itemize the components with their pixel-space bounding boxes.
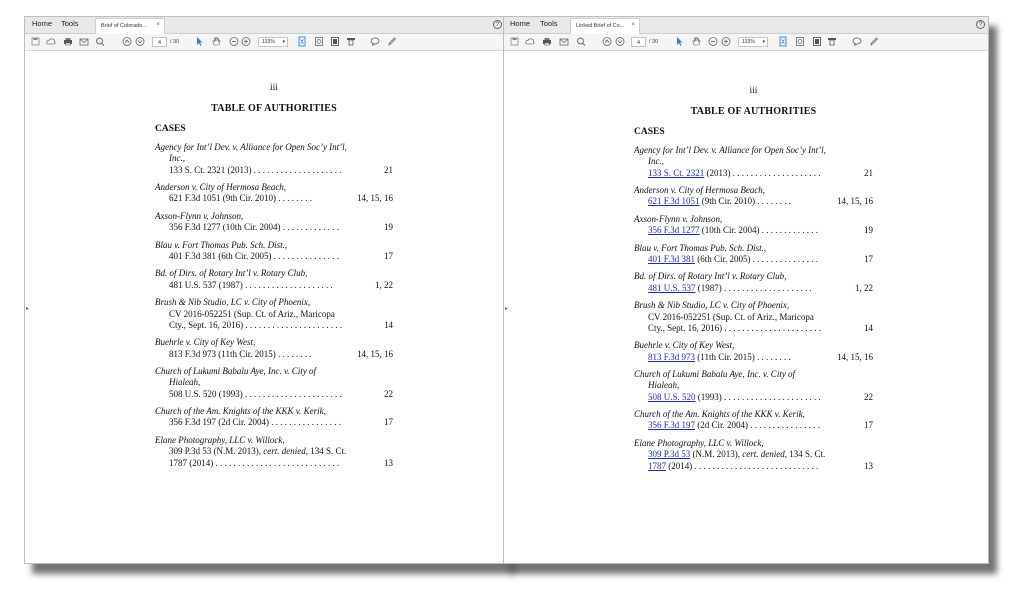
case-name: Agency for Int’l Dev. v. Alliance for Open Soc’y Int’l, <box>634 145 826 155</box>
menu-bar <box>504 17 988 34</box>
citation-link[interactable]: 401 F.3d 381 <box>648 253 696 264</box>
hand-tool-icon[interactable] <box>691 36 701 47</box>
comment-icon[interactable] <box>852 36 862 47</box>
case-name: Bd. of Dirs. of Rotary Int’l v. Rotary Club, <box>634 271 787 282</box>
case-name: Agency for Int’l Dev. v. Alliance for Open Soc’y Int’l, <box>155 142 347 152</box>
citation-link[interactable]: 356 F.3d 197 <box>648 420 696 431</box>
page-number-label: iii <box>749 86 758 96</box>
menu-tools[interactable]: Tools <box>61 19 79 28</box>
page-number-input[interactable]: 4 <box>631 37 646 47</box>
citation: 813 F.3d 973 (11th Cir. 2015) . . . . . . . . <box>169 348 312 359</box>
print-icon[interactable] <box>542 36 552 47</box>
citation-link[interactable]: 813 F.3d 973 <box>648 351 696 362</box>
authority-entry <box>155 297 393 331</box>
authorities-list <box>155 142 393 475</box>
case-name-continued: Inc., <box>648 156 664 167</box>
case-name: Buehrle v. City of Key West, <box>155 337 256 348</box>
citation-line <box>634 449 873 460</box>
case-name: Church of the Am. Knights of the KKK v. Kerik, <box>634 409 805 420</box>
authority-entry <box>155 406 393 429</box>
read-mode-icon[interactable] <box>346 36 356 47</box>
comment-icon[interactable] <box>370 36 380 47</box>
case-name: Axson-Flynn v. Johnson, <box>155 210 244 221</box>
authority-entry <box>634 340 873 363</box>
page-references: 13 <box>861 461 873 472</box>
menu-tools[interactable]: Tools <box>540 19 558 28</box>
full-screen-icon[interactable] <box>330 36 340 47</box>
section-heading: CASES <box>155 124 186 134</box>
toolbar <box>504 34 988 51</box>
acrobat-window-right <box>503 16 989 564</box>
rotate-view-icon[interactable] <box>314 36 324 47</box>
citation-link[interactable]: 621 F.3d 1051 <box>648 196 700 207</box>
zoom-value: 133% <box>262 39 275 45</box>
page-references: 14 <box>381 320 393 331</box>
rotate-view-icon[interactable] <box>795 36 805 47</box>
chevron-down-icon: ▾ <box>282 39 285 45</box>
case-name: Elane Photography, LLC v. Willock, <box>634 437 764 448</box>
page-references: 14 <box>861 323 873 334</box>
citation-rest: (9th Cir. 2010) . . . . . . . . <box>699 196 792 207</box>
case-name: Anderson v. City of Hermosa Beach, <box>155 182 287 193</box>
case-name: Church of Lukumi Babalu Aye, Inc. v. City of <box>634 369 796 380</box>
authority-entry <box>155 337 393 360</box>
citation-rest: (2013) . . . . . . . . . . . . . . . . . . . . <box>704 167 821 178</box>
citation: 508 U.S. 520 (1993) . . . . . . . . . . . . . . . . . . . . . . <box>169 388 342 399</box>
page-number-input[interactable]: 4 <box>152 37 167 47</box>
citation-rest: (1993) . . . . . . . . . . . . . . . . . . . . . . <box>695 391 821 402</box>
authority-entry <box>155 240 393 263</box>
case-name: Church of Lukumi Babalu Aye, Inc. v. City of <box>155 366 317 377</box>
zoom-in-icon[interactable] <box>721 36 731 47</box>
case-name: Brush & Nib Studio, LC v. City of Phoenix, <box>634 300 790 311</box>
citation-part: 309 P.3d 53 (N.M. 2013), <box>169 446 264 457</box>
left-panel-toggle-icon[interactable]: ▸ <box>505 306 509 312</box>
zoom-in-icon[interactable] <box>241 36 251 47</box>
chevron-down-icon: ▾ <box>762 39 765 45</box>
tab-title: Linked Brief of Co... <box>576 23 625 29</box>
page-references: 22 <box>381 389 393 400</box>
citation-link[interactable]: 508 U.S. 520 <box>648 391 696 402</box>
citation-signal: cert. denied <box>263 446 306 457</box>
authority-entry <box>634 271 873 294</box>
citation-part: , 134 S. Ct. <box>784 449 826 460</box>
help-icon[interactable]: ? <box>976 20 985 29</box>
zoom-out-icon[interactable] <box>229 36 239 47</box>
page-heading: TABLE OF AUTHORITIES <box>211 103 337 114</box>
menu-home[interactable]: Home <box>32 19 53 28</box>
citation-line: CV 2016-052251 (Sup. Ct. of Ariz., Maricopa <box>648 311 814 322</box>
authority-entry <box>155 366 393 400</box>
upload-cloud-icon[interactable] <box>525 36 535 47</box>
authority-entry <box>634 145 873 179</box>
citation-rest: (10th Cir. 2004) . . . . . . . . . . . . . <box>699 225 819 236</box>
page-references: 19 <box>861 225 873 236</box>
citation: Cty., Sept. 16, 2016) . . . . . . . . . . . . . . . . . . . . . . <box>169 319 343 330</box>
email-icon[interactable] <box>559 36 569 47</box>
prev-page-icon[interactable] <box>122 36 132 47</box>
next-page-icon[interactable] <box>615 36 625 47</box>
document-tab[interactable] <box>95 18 165 34</box>
citation-rest: (11th Cir. 2015) . . . . . . . . <box>695 351 791 362</box>
case-name: Anderson v. City of Hermosa Beach, <box>634 185 766 196</box>
select-cursor-icon[interactable] <box>675 36 684 47</box>
page-references: 19 <box>381 222 393 233</box>
citation-part: , 134 S. Ct. <box>305 446 347 457</box>
case-name: Church of the Am. Knights of the KKK v. Kerik, <box>155 406 326 417</box>
tab-close-icon[interactable]: × <box>156 22 160 28</box>
citation-link[interactable]: 356 F.3d 1277 <box>648 225 700 236</box>
citation: 356 F.3d 1277 (10th Cir. 2004) . . . . . . . . . . . . . <box>169 222 340 233</box>
zoom-value: 133% <box>742 39 755 45</box>
citation-rest: (2014) . . . . . . . . . . . . . . . . . . . . . . . . . . . . <box>666 460 819 471</box>
page-heading: TABLE OF AUTHORITIES <box>690 106 817 117</box>
case-name: Blau v. Fort Thomas Pub. Sch. Dist., <box>155 239 288 250</box>
page-references: 14, 15, 16 <box>834 352 873 363</box>
citation: 356 F.3d 197 (2d Cir. 2004) . . . . . . . . . . . . . . . . <box>169 417 342 428</box>
search-icon[interactable] <box>95 36 105 47</box>
authority-entry <box>155 142 393 176</box>
case-name: Brush & Nib Studio, LC v. City of Phoenix, <box>155 297 311 308</box>
authority-entry <box>634 185 873 208</box>
search-icon[interactable] <box>576 36 586 47</box>
page-references: 14, 15, 16 <box>834 196 873 207</box>
tab-close-icon[interactable]: × <box>631 22 635 28</box>
authority-entry <box>155 182 393 205</box>
page-references: 14, 15, 16 <box>354 349 393 360</box>
citation-line <box>155 446 393 457</box>
authority-entry <box>634 214 873 237</box>
read-mode-icon[interactable] <box>827 36 837 47</box>
citation: 133 S. Ct. 2321 (2013) . . . . . . . . . . . . . . . . . . . . <box>169 164 342 175</box>
case-name-continued: Hialeah, <box>169 377 201 388</box>
page-references: 22 <box>861 392 873 403</box>
email-icon[interactable] <box>79 36 89 47</box>
citation: 1787 (2014) . . . . . . . . . . . . . . . . . . . . . . . . . . . . <box>169 457 340 468</box>
citation-rest: (6th Cir. 2005) . . . . . . . . . . . . . . . <box>695 253 819 264</box>
hand-tool-icon[interactable] <box>211 36 221 47</box>
page-references: 17 <box>861 254 873 265</box>
citation: 401 F.3d 381 (6th Cir. 2005) . . . . . . . . . . . . . . . <box>169 250 340 261</box>
save-icon[interactable] <box>31 36 40 47</box>
section-heading: CASES <box>634 127 665 137</box>
citation-rest: (1987) . . . . . . . . . . . . . . . . . . . . <box>695 282 812 293</box>
citation-line: CV 2016-052251 (Sup. Ct. of Ariz., Maricopa <box>169 308 335 319</box>
authority-entry <box>634 300 873 334</box>
authority-entry <box>155 435 393 469</box>
left-panel-toggle-icon[interactable]: ▸ <box>26 306 30 312</box>
case-name: Blau v. Fort Thomas Pub. Sch. Dist., <box>634 242 767 253</box>
fit-page-icon[interactable] <box>778 36 788 47</box>
citation-rest: Cty., Sept. 16, 2016) . . . . . . . . . . . . . . . . . . . . . . <box>648 322 822 333</box>
acrobat-window-left <box>24 16 509 564</box>
full-screen-icon[interactable] <box>812 36 822 47</box>
case-name: Elane Photography, LLC v. Willock, <box>155 434 285 445</box>
authority-entry <box>634 369 873 403</box>
document-tab[interactable] <box>570 18 640 34</box>
citation-link[interactable]: 309 P.3d 53 <box>648 449 691 460</box>
page-references: 17 <box>381 251 393 262</box>
zoom-out-icon[interactable] <box>708 36 718 47</box>
page-references: 1, 22 <box>852 283 873 294</box>
save-icon[interactable] <box>510 36 519 47</box>
zoom-level-select[interactable] <box>738 37 768 47</box>
citation: 481 U.S. 537 (1987) . . . . . . . . . . . . . . . . . . . . <box>169 279 333 290</box>
authority-entry <box>634 409 873 432</box>
prev-page-icon[interactable] <box>602 36 612 47</box>
pen-icon[interactable] <box>387 36 397 47</box>
page-references: 17 <box>861 420 873 431</box>
fit-page-icon[interactable] <box>297 36 307 47</box>
citation: 621 F.3d 1051 (9th Cir. 2010) . . . . . . . . <box>169 193 313 204</box>
authority-entry <box>155 268 393 291</box>
pen-icon[interactable] <box>869 36 879 47</box>
authorities-list <box>634 145 873 478</box>
citation-link[interactable]: 481 U.S. 537 <box>648 282 696 293</box>
citation-part: (N.M. 2013), <box>690 449 743 460</box>
page-references: 21 <box>861 168 873 179</box>
citation-signal: cert. denied <box>742 449 785 460</box>
upload-cloud-icon[interactable] <box>46 36 56 47</box>
citation-rest: (2d Cir. 2004) . . . . . . . . . . . . . . . . <box>695 420 821 431</box>
authority-entry <box>155 211 393 234</box>
case-name: Bd. of Dirs. of Rotary Int’l v. Rotary Club, <box>155 268 308 279</box>
authority-entry <box>634 438 873 472</box>
page-references: 13 <box>381 458 393 469</box>
next-page-icon[interactable] <box>135 36 145 47</box>
page-total: / 30 <box>649 39 659 45</box>
help-icon[interactable]: ? <box>493 20 502 29</box>
citation-link[interactable]: 133 S. Ct. 2321 <box>648 167 705 178</box>
zoom-level-select[interactable] <box>258 37 288 47</box>
case-name-continued: Hialeah, <box>648 380 680 391</box>
page-number-label: iii <box>270 83 278 93</box>
page-references: 17 <box>381 417 393 428</box>
menu-bar <box>25 17 505 34</box>
case-name-continued: Inc., <box>169 153 185 164</box>
tab-title: Brief of Colorado... <box>101 23 147 29</box>
toolbar <box>25 34 505 51</box>
citation-link[interactable]: 1787 <box>648 460 666 471</box>
page-references: 1, 22 <box>372 280 393 291</box>
case-name: Buehrle v. City of Key West, <box>634 340 735 351</box>
select-cursor-icon[interactable] <box>195 36 204 47</box>
page-references: 14, 15, 16 <box>354 193 393 204</box>
menu-home[interactable]: Home <box>510 19 531 28</box>
authority-entry <box>634 243 873 266</box>
page-references: 21 <box>381 165 393 176</box>
case-name: Axson-Flynn v. Johnson, <box>634 213 723 224</box>
print-icon[interactable] <box>63 36 73 47</box>
page-total: / 30 <box>170 39 180 45</box>
